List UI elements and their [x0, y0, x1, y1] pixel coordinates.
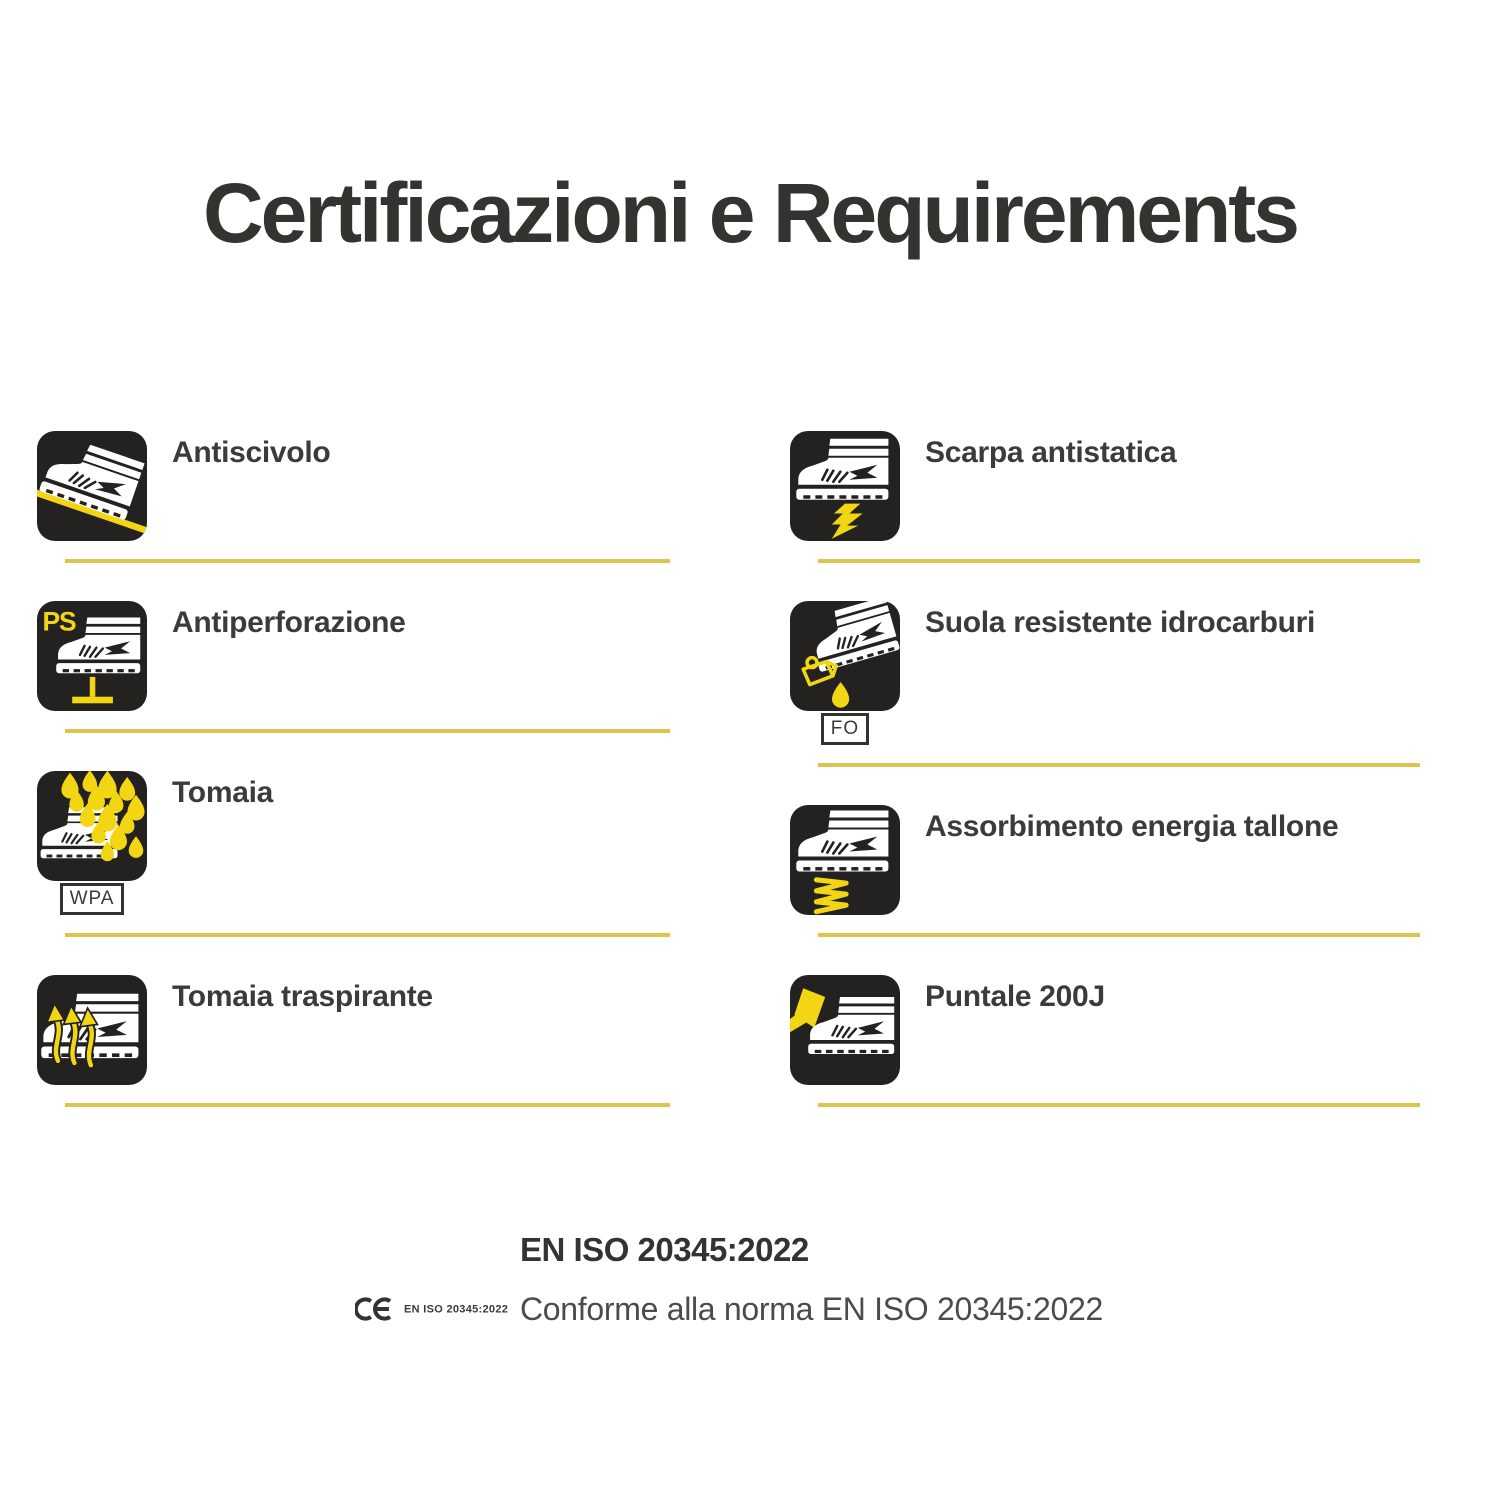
- yellow-divider: [65, 1103, 670, 1107]
- ce-mark-block: [355, 1296, 508, 1323]
- cert-item-antiperforazione: [37, 601, 670, 733]
- yellow-divider: [65, 559, 670, 563]
- certifications-column-left: [37, 431, 670, 1145]
- toe-cap-200j-icon: [790, 975, 900, 1085]
- cert-item-antiscivolo: [37, 431, 670, 563]
- yellow-divider: [818, 559, 1420, 563]
- yellow-divider: [818, 763, 1420, 767]
- cert-item-tomaia: [37, 771, 670, 937]
- ce-standard-text: EN ISO 20345:2022: [404, 1303, 509, 1316]
- yellow-divider: [65, 933, 670, 937]
- conformity-text: Conforme alla norma EN ISO 20345:2022: [520, 1290, 1104, 1327]
- yellow-divider: [65, 729, 670, 733]
- certifications-column-right: [790, 431, 1420, 1145]
- cert-label: Antiperforazione: [172, 605, 406, 639]
- certifications-grid: [0, 431, 1500, 1145]
- fo-badge: FO: [821, 713, 869, 745]
- cert-label: Puntale 200J: [925, 979, 1105, 1013]
- fuel-oil-resistant-sole-icon: [790, 601, 900, 711]
- cert-item-assorbimento-tallone: [790, 805, 1420, 937]
- cert-label: Antiscivolo: [172, 435, 331, 469]
- cert-item-scarpa-antistatica: [790, 431, 1420, 563]
- page-title: Certificazioni e Requirements: [203, 166, 1297, 260]
- cert-label: Assorbimento energia tallone: [925, 809, 1339, 843]
- anti-perforation-icon: [37, 601, 147, 711]
- yellow-divider: [818, 933, 1420, 937]
- ps-overlay-text: PS: [42, 606, 76, 637]
- cert-item-tomaia-traspirante: [37, 975, 670, 1107]
- cert-label: Tomaia: [172, 775, 274, 809]
- anti-slip-icon: [37, 431, 147, 541]
- ce-mark-icon: [355, 1296, 395, 1323]
- water-resistant-upper-icon: [37, 771, 147, 881]
- cert-label: Scarpa antistatica: [925, 435, 1177, 469]
- standard-footer: [404, 1230, 1220, 1328]
- heel-energy-absorption-icon: [790, 805, 900, 915]
- cert-label: Suola resistente idrocarburi: [925, 605, 1316, 639]
- cert-item-suola-idrocarburi: [790, 601, 1420, 767]
- cert-item-puntale-200j: [790, 975, 1420, 1107]
- cert-label: Tomaia traspirante: [172, 979, 433, 1013]
- standard-heading: EN ISO 20345:2022: [520, 1230, 809, 1268]
- yellow-divider: [818, 1103, 1420, 1107]
- antistatic-shoe-icon: [790, 431, 900, 541]
- breathable-upper-icon: [37, 975, 147, 1085]
- wpa-badge: WPA: [60, 883, 125, 915]
